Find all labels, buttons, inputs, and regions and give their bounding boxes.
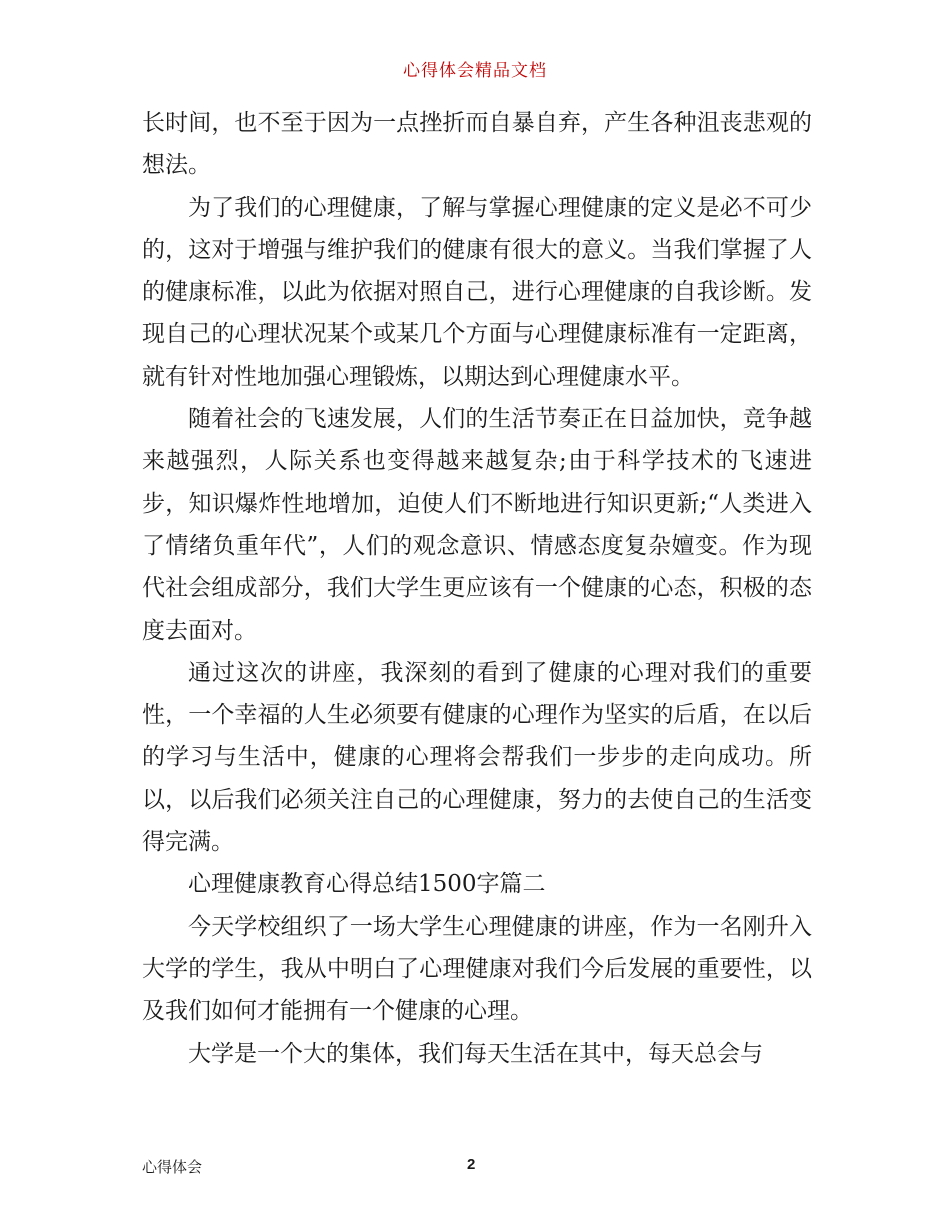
page-header-title: 心得体会精品文档 — [403, 61, 547, 81]
paragraph-6: 大学是一个大的集体，我们每天生活在其中，每天总会与 — [188, 1040, 763, 1067]
footer-label: 心得体会 — [142, 1158, 203, 1176]
paragraph-5: 今天学校组织了一场大学生心理健康的讲座，作为一名刚升入大学的学生，我从中明白了心理健康对我们今后发展的重要性，以及我们如何才能拥有一个健康的心理。 — [142, 913, 812, 1025]
document-body — [142, 102, 812, 1075]
paragraph-1: 长时间，也不至于因为一点挫折而自暴自弃，产生各种沮丧悲观的想法。 — [142, 110, 812, 179]
paragraph-4: 通过这次的讲座，我深刻的看到了健康的心理对我们的重要性，一个幸福的人生必须要有健康的心理作为坚实的后盾，在以后的学习与生活中，健康的心理将会帮我们一步步的走向成功。所以，以后我们必须关注自己的心理健康，努力的去使自己的生活变得完满。 — [142, 659, 812, 856]
page-footer — [142, 1156, 812, 1178]
paragraph-3: 随着社会的飞速发展，人们的生活节奏正在日益加快，竞争越来越强烈，人际关系也变得越来越复杂;由于科学技术的飞速进步，知识爆炸性地增加，迫使人们不断地进行知识更新;“人类进入了情绪负重年代”，人们的观念意识、情感态度复杂嬗变。作为现代社会组成部分，我们大学生更应该有一个健康的心态，积极的态度去面对。 — [142, 406, 812, 644]
section-heading: 心理健康教育心得总结1500字篇二 — [188, 871, 546, 898]
paragraph-2: 为了我们的心理健康，了解与掌握心理健康的定义是必不可少的，这对于增强与维护我们的健康有很大的意义。当我们掌握了人的健康标准，以此为依据对照自己，进行心理健康的自我诊断。发现自己的心理状况某个或某几个方面与心理健康标准有一定距离，就有针对性地加强心理锻炼，以期达到心理健康水平。 — [142, 194, 812, 390]
page-number: 2 — [467, 1156, 476, 1173]
